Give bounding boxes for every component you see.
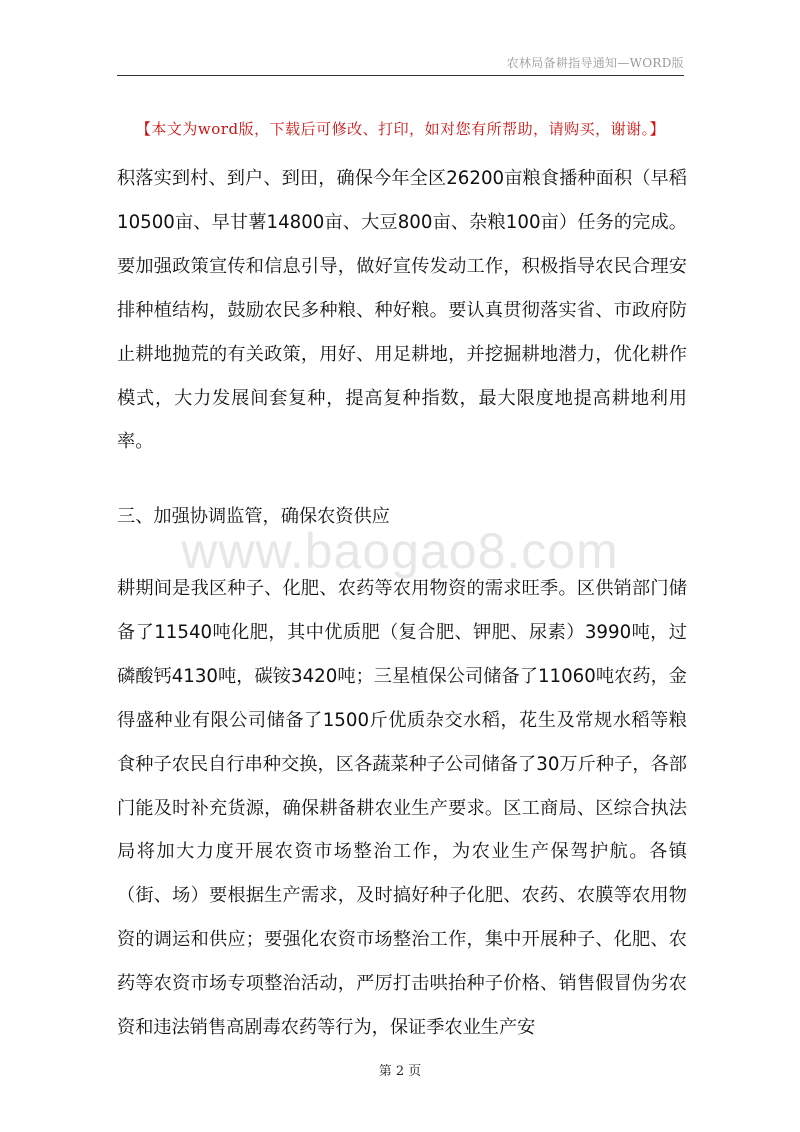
- page-header-title: 农林局备耕指导通知—WORD版: [506, 56, 684, 70]
- watermark-text: www.baogao8.com: [181, 523, 619, 579]
- section-heading-3: 三、加强协调监管，确保农资供应: [117, 506, 390, 527]
- download-notice: 【本文为word版，下载后可修改、打印，如对您有所帮助，请购买，谢谢。】: [135, 120, 666, 138]
- body-paragraph-2: 耕期间是我区种子、化肥、农药等农用物资的需求旺季。区供销部门储备了11540吨化肥，其中优质肥（复合肥、钾肥、尿素）3990吨，过磷酸钙4130吨，碳铵3420吨；三星植保公司储备了11060吨农药，金得盛种业有限公司储备了1500斤优质杂交水稻，花生及常规水稻等粮食种子农民自行串种交换，区各蔬菜种子公司储备了30万斤种子，各部门能及时补充货源，确保耕备耕农业生产要求。区工商局、区综合执法局将加大力度开展农资市场整治工作，为农业生产保驾护航。各镇（街、场）要根据生产需求，及时搞好种子化肥、农药、农膜等农用物资的调运和供应；要强化农资市场整治工作，集中开展种子、化肥、农药等农资市场专项整治活动，严厉打击哄抬种子价格、销售假冒伪劣农资和违法销售高剧毒农药等行为，保证季农业生产安: [117, 578, 687, 1039]
- page-number: 第 2 页: [378, 1064, 422, 1079]
- header-divider: [117, 75, 684, 76]
- body-paragraph-1: 积落实到村、到户、到田，确保今年全区26200亩粮食播种面积（早稻10500亩、早甘薯14800亩、大豆800亩、杂粮100亩）任务的完成。要加强政策宣传和信息引导，做好宣传发动工作，积极指导农民合理安排种植结构，鼓励农民多种粮、种好粮。要认真贯彻落实省、市政府防止耕地抛荒的有关政策，用好、用足耕地，并挖掘耕地潜力，优化耕作模式，大力发展间套复种，提高复种指数，最大限度地提高耕地利用率。: [117, 168, 687, 453]
